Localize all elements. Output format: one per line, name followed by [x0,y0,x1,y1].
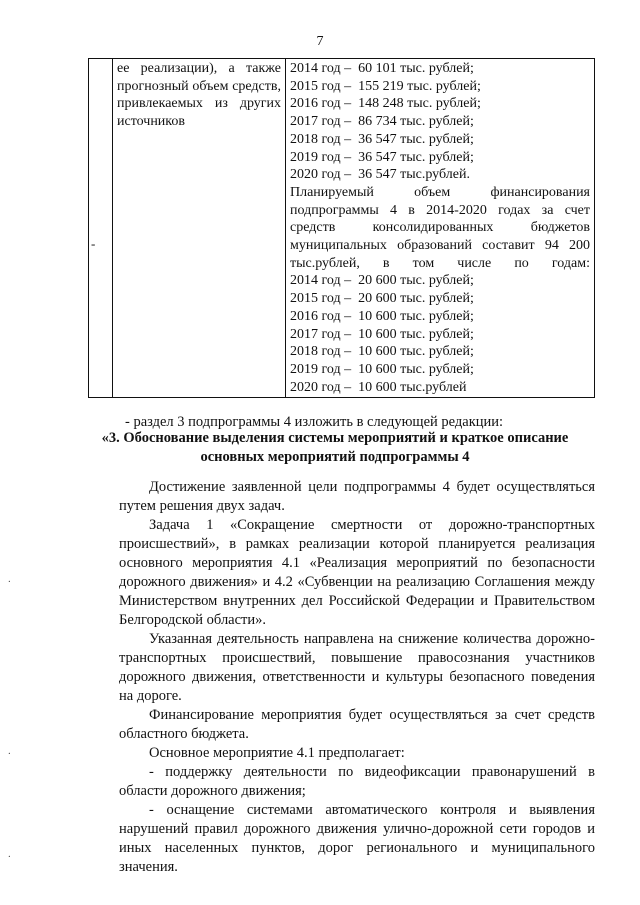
table-label-cell: ее реализации), а также прогнозный объем средств, привлекаемых из других источников [113,59,286,398]
paragraph: - поддержку деятельности по видеофиксации правонарушений в области дорожного движения; [119,764,595,799]
paragraph: Указанная деятельность направлена на снижение количества дорожно-транспортных происшествий, повышение правосознания участников дорожного движения, ответственности и культуры безопасного поведения на дороге. [119,631,595,704]
paragraph: Основное мероприятие 4.1 предполагает: [149,745,405,761]
table-row-top: 2020 год – 36 547 тыс.рублей. [290,167,470,183]
section-intro: - раздел 3 подпрограммы 4 изложить в следующей редакции: [125,414,504,430]
table-row-bottom: 2015 год – 20 600 тыс. рублей; [290,291,474,307]
table-row-bottom: 2014 год – 20 600 тыс. рублей; [290,273,474,289]
table-row-top: 2016 год – 148 248 тыс. рублей; [290,96,481,112]
table-row-bottom: 2017 год – 10 600 тыс. рублей; [290,326,474,342]
section-heading: «3. Обоснование выделения системы мероприятий и краткое описание основных мероприятий подпрограммы 4 [101,430,569,465]
table-row-top: 2014 год – 60 101 тыс. рублей; [290,61,474,76]
table-financing-paragraph: Планируемый объем финансирования подпрограммы 4 в 2014-2020 годах за счет средств консолидированных бюджетов муниципальных образований составит 94 200 тыс.рублей, в том числе по годам: [290,184,590,271]
table-index-cell [89,59,113,398]
table-row-top: 2017 год – 86 734 тыс. рублей; [290,114,474,130]
paragraph: Финансирование мероприятия будет осуществляться за счет средств областного бюджета. [119,707,595,742]
paragraph: Задача 1 «Сокращение смертности от дорожно-транспортных происшествий», в рамках реализации которой планируется реализация основного мероприятия 4.1 «Реализация мероприятий по безопасности дорожного движения» и 4.2 «Субвенции на реализацию Соглашения между Министерством внутренних дел Российской Федерации и Правительством Белгородской области». [119,517,595,628]
table-row-bottom: 2019 год – 10 600 тыс. рублей; [290,361,474,377]
table-row-bottom: 2020 год – 10 600 тыс.рублей [290,379,467,395]
paragraph: Достижение заявленной цели подпрограммы 4 будет осуществляться путем решения двух задач. [119,479,595,514]
paragraph: - оснащение системами автоматического контроля и выявления нарушений правил дорожного движения улично-дорожной сети городов и иных населенных пунктов, дорог регионального и муниципального значения. [119,802,595,875]
page-number: 7 [316,34,324,49]
scan-speck: . [8,848,11,860]
table-dash-mark: - [91,236,96,251]
scan-speck: . [8,573,11,585]
table-row-top: 2015 год – 155 219 тыс. рублей; [290,78,481,94]
table-row-bottom: 2016 год – 10 600 тыс. рублей; [290,308,474,324]
table-row-top: 2019 год – 36 547 тыс. рублей; [290,149,474,165]
financing-table [88,58,595,398]
table-row-top: 2018 год – 36 547 тыс. рублей; [290,131,474,147]
table-values-cell [286,59,595,398]
table-row-bottom: 2018 год – 10 600 тыс. рублей; [290,344,474,360]
scan-speck: . [8,745,11,757]
body-text [119,478,595,877]
